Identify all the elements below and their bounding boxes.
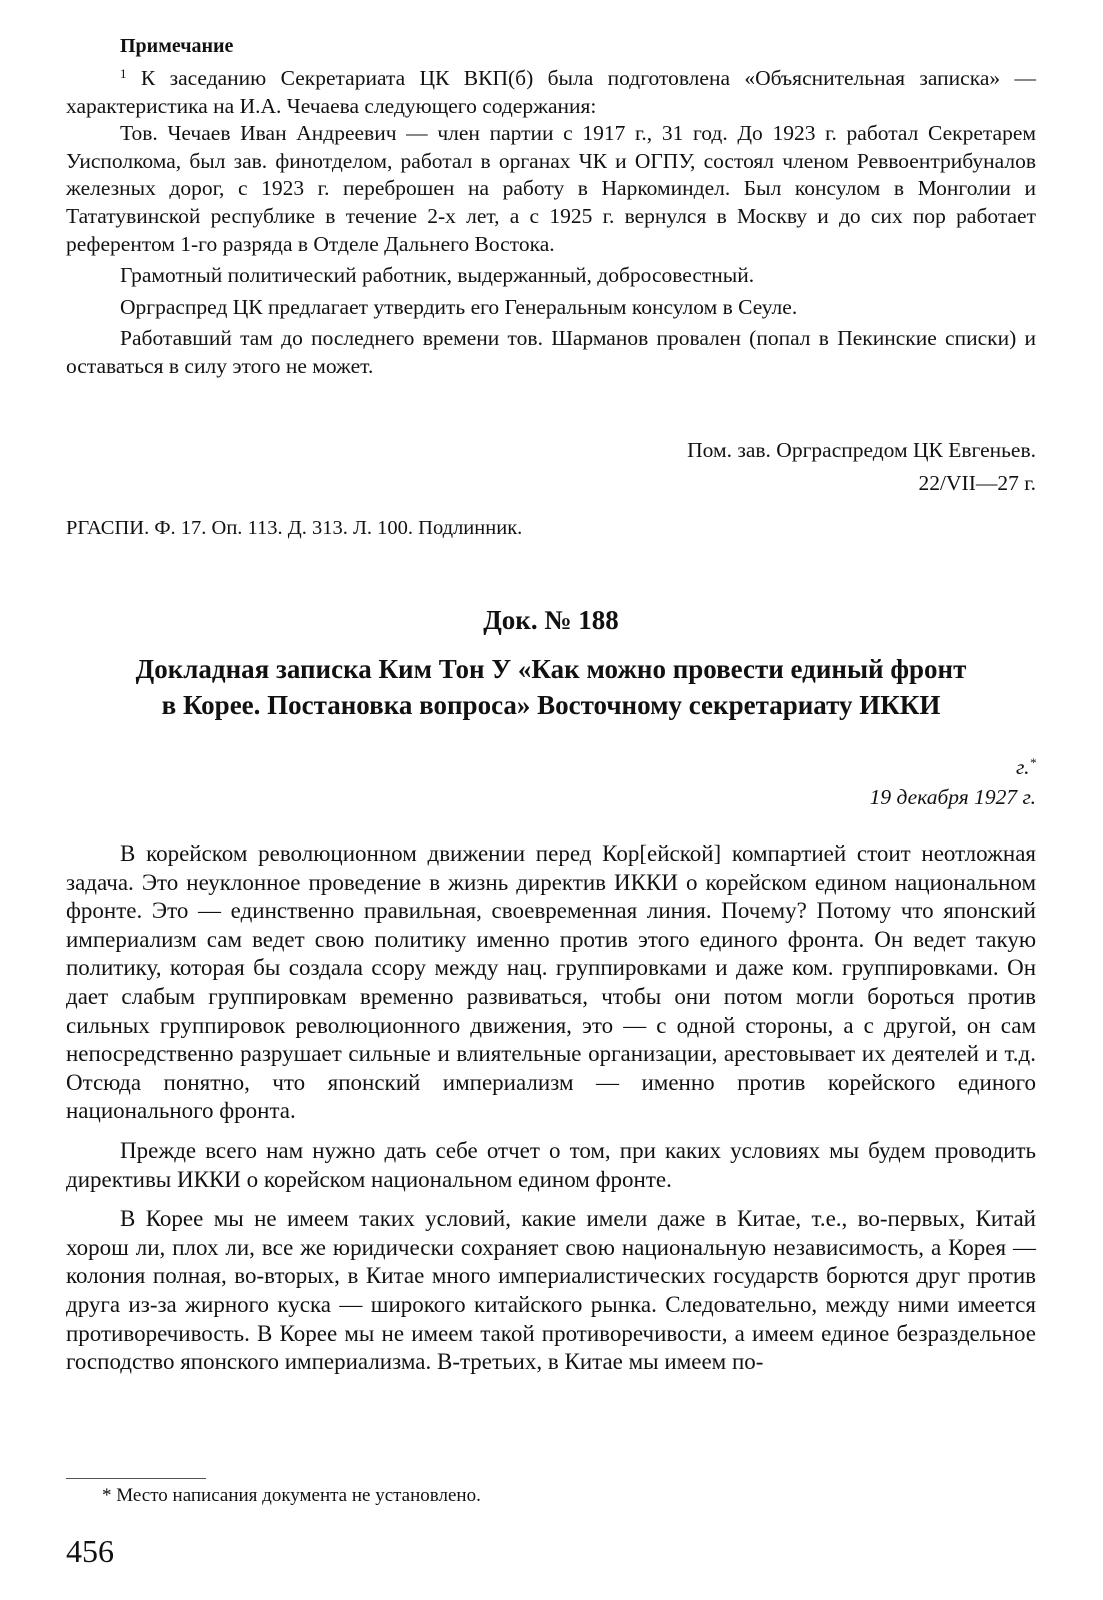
body-paragraph-3: В Корее мы не имеем таких условий, какие имели даже в Китае, т.е., во-первых, Китай хорош ли, плох ли, все же юридически сохраняет свою национальную независимость, а Корея — колония полная, во-вторых, в Китае много империалистических государств борются друг против друга из-за жирного куска — широкого китайского рынка. Следовательно, между ними имеется противоречивость. В Корее мы не имеем такой противоречивости, а имеем единое безраздельное господство японского империализма. В-третьих, в Китае мы имеем по- — [66, 1206, 1036, 1375]
note-paragraph-4: Работавший там до последнего времени тов. Шарманов провален (попал в Пекинские списки) и оставаться в силу этого не может. — [66, 326, 1036, 378]
note-heading: Примечание — [120, 35, 234, 57]
place-footnote-mark: * — [1029, 755, 1036, 770]
footnote-text: Место написания документа не установлено. — [116, 1485, 481, 1506]
document-title-line-1: Докладная записка Ким Тон У «Как можно провести единый фронт — [135, 654, 967, 684]
footnote-mark: * — [102, 1485, 112, 1506]
document-body — [66, 840, 1036, 1377]
page-number: 456 — [66, 1533, 114, 1569]
note-section — [66, 32, 1036, 381]
footnote — [102, 1484, 481, 1508]
note-paragraph-1: Тов. Чечаев Иван Андреевич — член партии с 1917 г., 31 год. До 1923 г. работал Секретарем Уисполкома, был зав. финотделом, работал в органах ЧК и ОГПУ, состоял членом Реввоентрибуналов железных дорог, с 1923 г. переброшен на работу в Наркоминдел. Был консулом в Монголии и Тататувинской республике в течение 2-х лет, а с 1925 г. вернулся в Москву и до сих пор работает референтом 1-го разряда в Отделе Дальнего Востока. — [66, 121, 1036, 256]
note-paragraph-2: Грамотный политический работник, выдержанный, добросовестный. — [120, 263, 755, 288]
document-place: г.* — [1016, 755, 1036, 779]
footnote-marker: 1 — [120, 66, 127, 81]
note-intro-text: К заседанию Секретариата ЦК ВКП(б) была подготовлена «Объяснительная записка» — характеристика на И.А. Чечаева следующего содержания: — [66, 66, 1036, 118]
body-paragraph-2: Прежде всего нам нужно дать себе отчет о том, при каких условиях мы будем проводить директивы ИККИ о корейском национальном едином фронте. — [66, 1137, 1036, 1192]
document-title-line-2: в Корее. Постановка вопроса» Восточному секретариату ИККИ — [161, 690, 941, 720]
signature-date: 22/VII—27 г. — [918, 471, 1036, 495]
document-number: Док. № 188 — [483, 605, 619, 635]
document-title — [66, 651, 1036, 723]
signature-block — [66, 434, 1036, 500]
note-intro — [66, 65, 1036, 120]
document-date: 19 декабря 1927 г. — [869, 785, 1036, 809]
document-place-date — [66, 752, 1036, 812]
archive-reference: РГАСПИ. Ф. 17. Оп. 113. Д. 313. Л. 100. Подлинник. — [66, 517, 523, 539]
footnote-divider — [66, 1478, 206, 1479]
body-paragraph-1: В корейском революционном движении перед Кор[ейской] компартией стоит неотложная задача. Это неуклонное проведение в жизнь директив ИККИ о корейском едином национальном фронте. Это — единственно правильная, своевременная линия. Почему? Потому что японский империализм сам ведет свою политику именно против этого единого фронта. Он ведет такую политику, которая бы создала ссору между нац. группировками и даже ком. группировками. Он дает слабым группировкам временно развиваться, чтобы они потом могли бороться против сильных группировок революционного движения, это — с одной стороны, а с другой, он сам непосредственно разрушает сильные и влиятельные организации, арестовывает их деятелей и т.д. Отсюда понятно, что японский империализм — именно против корейского единого национального фронта. — [66, 841, 1036, 1124]
signature: Пом. зав. Орграспредом ЦК Евгеньев. — [687, 438, 1036, 462]
note-paragraph-3: Орграспред ЦК предлагает утвердить его Генеральным консулом в Сеуле. — [120, 294, 798, 319]
